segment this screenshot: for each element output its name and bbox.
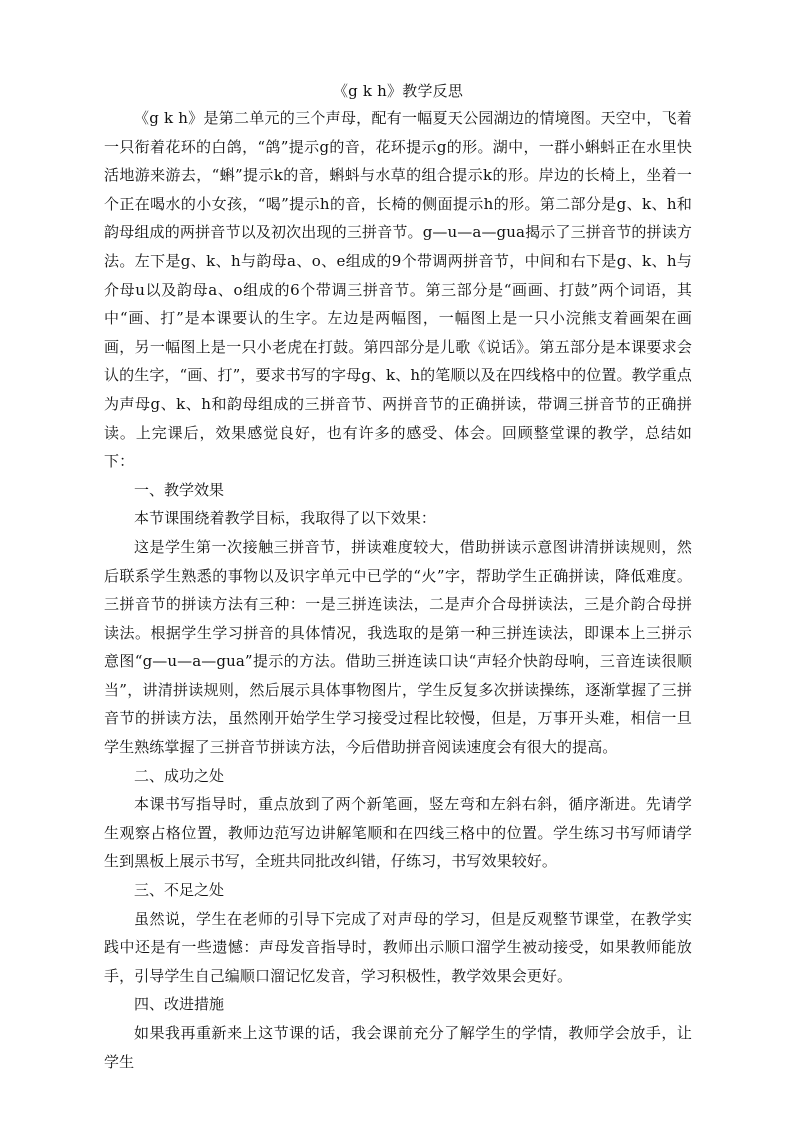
section3-paragraph-1: 虽然说，学生在老师的引导下完成了对声母的学习，但是反观整节课堂，在教学实践中还是有一些遗憾：声母发音指导时，教师出示顺口溜学生被动接受，如果教师能放手，引导学生自己编顺口溜记忆发音，学习积极性，教学效果会更好。 [104,909,692,985]
section1-paragraph-2: 这是学生第一次接触三拼音节，拼读难度较大，借助拼读示意图讲清拼读规则，然后联系学生熟悉的事物以及识字单元中已学的“火”字，帮助学生正确拼读，降低难度。三拼音节的拼读方法有三种：一是三拼连读法，二是声介合母拼读法，三是介韵合母拼读法。根据学生学习拼音的具体情况，我选取的是第一种三拼连读法，即课本上三拼示意图“g—u—a—gua”提示的方法。借助三拼连读口诀“声轻介快韵母响，三音连读很顺当”，讲清拼读规则，然后展示具体事物图片，学生反复多次拼读操练，逐渐掌握了三拼音节的拼读方法，虽然刚开始学生学习接受过程比较慢，但是，万事开头难，相信一旦学生熟练掌握了三拼音节拼读方法，今后借助拼音阅读速度会有很大的提高。 [104,537,692,757]
section-heading-teaching-effect: 一、教学效果 [134,480,225,499]
section1-paragraph-1: 本节课围绕着教学目标，我取得了以下效果： [134,509,437,528]
section4-paragraph-1: 如果我再重新来上这节课的话，我会课前充分了解学生的学情，教师学会放手，让学生 [104,1024,692,1071]
intro-paragraph: 《g k h》是第二单元的三个声母，配有一幅夏天公园湖边的情境图。天空中，飞着一只衔着花环的白鸽，“鸽”提示g的音，花环提示g的形。湖中，一群小蝌蚪正在水里快活地游来游去，“蝌”提示k的音，蝌蚪与水草的组合提示k的形。岸边的长椅上，坐着一个正在喝水的小女孩，“喝”提示h的音，长椅的侧面提示h的形。第二部分是g、k、h和韵母组成的两拼音节以及初次出现的三拼音节。g—u—a—gua揭示了三拼音节的拼读方法。左下是g、k、h与韵母a、o、e组成的9个带调两拼音节，中间和右下是g、k、h与介母u以及韵母a、o组成的6个带调三拼音节。第三部分是“画画、打鼓”两个词语，其中“画、打”是本课要认的生字。左边是两幅图，一幅图上是一只小浣熊支着画架在画画，另一幅图上是一只小老虎在打鼓。第四部分是儿歌《说话》。第五部分是本课要求会认的生字，“画、打”，要求书写的字母g、k、h的笔顺以及在四线格中的位置。教学重点为声母g、k、h和韵母组成的三拼音节、两拼音节的正确拼读，带调三拼音节的正确拼读。上完课后，效果感觉良好，也有许多的感受、体会。回顾整堂课的教学，总结如下： [104,109,692,471]
document-title: 《g k h》教学反思 [332,82,464,100]
section-heading-improvements: 四、改进措施 [134,995,225,1014]
section-heading-shortcomings: 三、不足之处 [134,881,225,900]
document-page [104,80,692,1076]
section2-paragraph-1: 本课书写指导时，重点放到了两个新笔画，竖左弯和左斜右斜，循序渐进。先请学生观察占格位置，教师边范写边讲解笔顺和在四线三格中的位置。学生练习书写师请学生到黑板上展示书写，全班共同批改纠错，仔练习，书写效果较好。 [104,795,692,871]
section-heading-success: 二、成功之处 [134,766,225,785]
